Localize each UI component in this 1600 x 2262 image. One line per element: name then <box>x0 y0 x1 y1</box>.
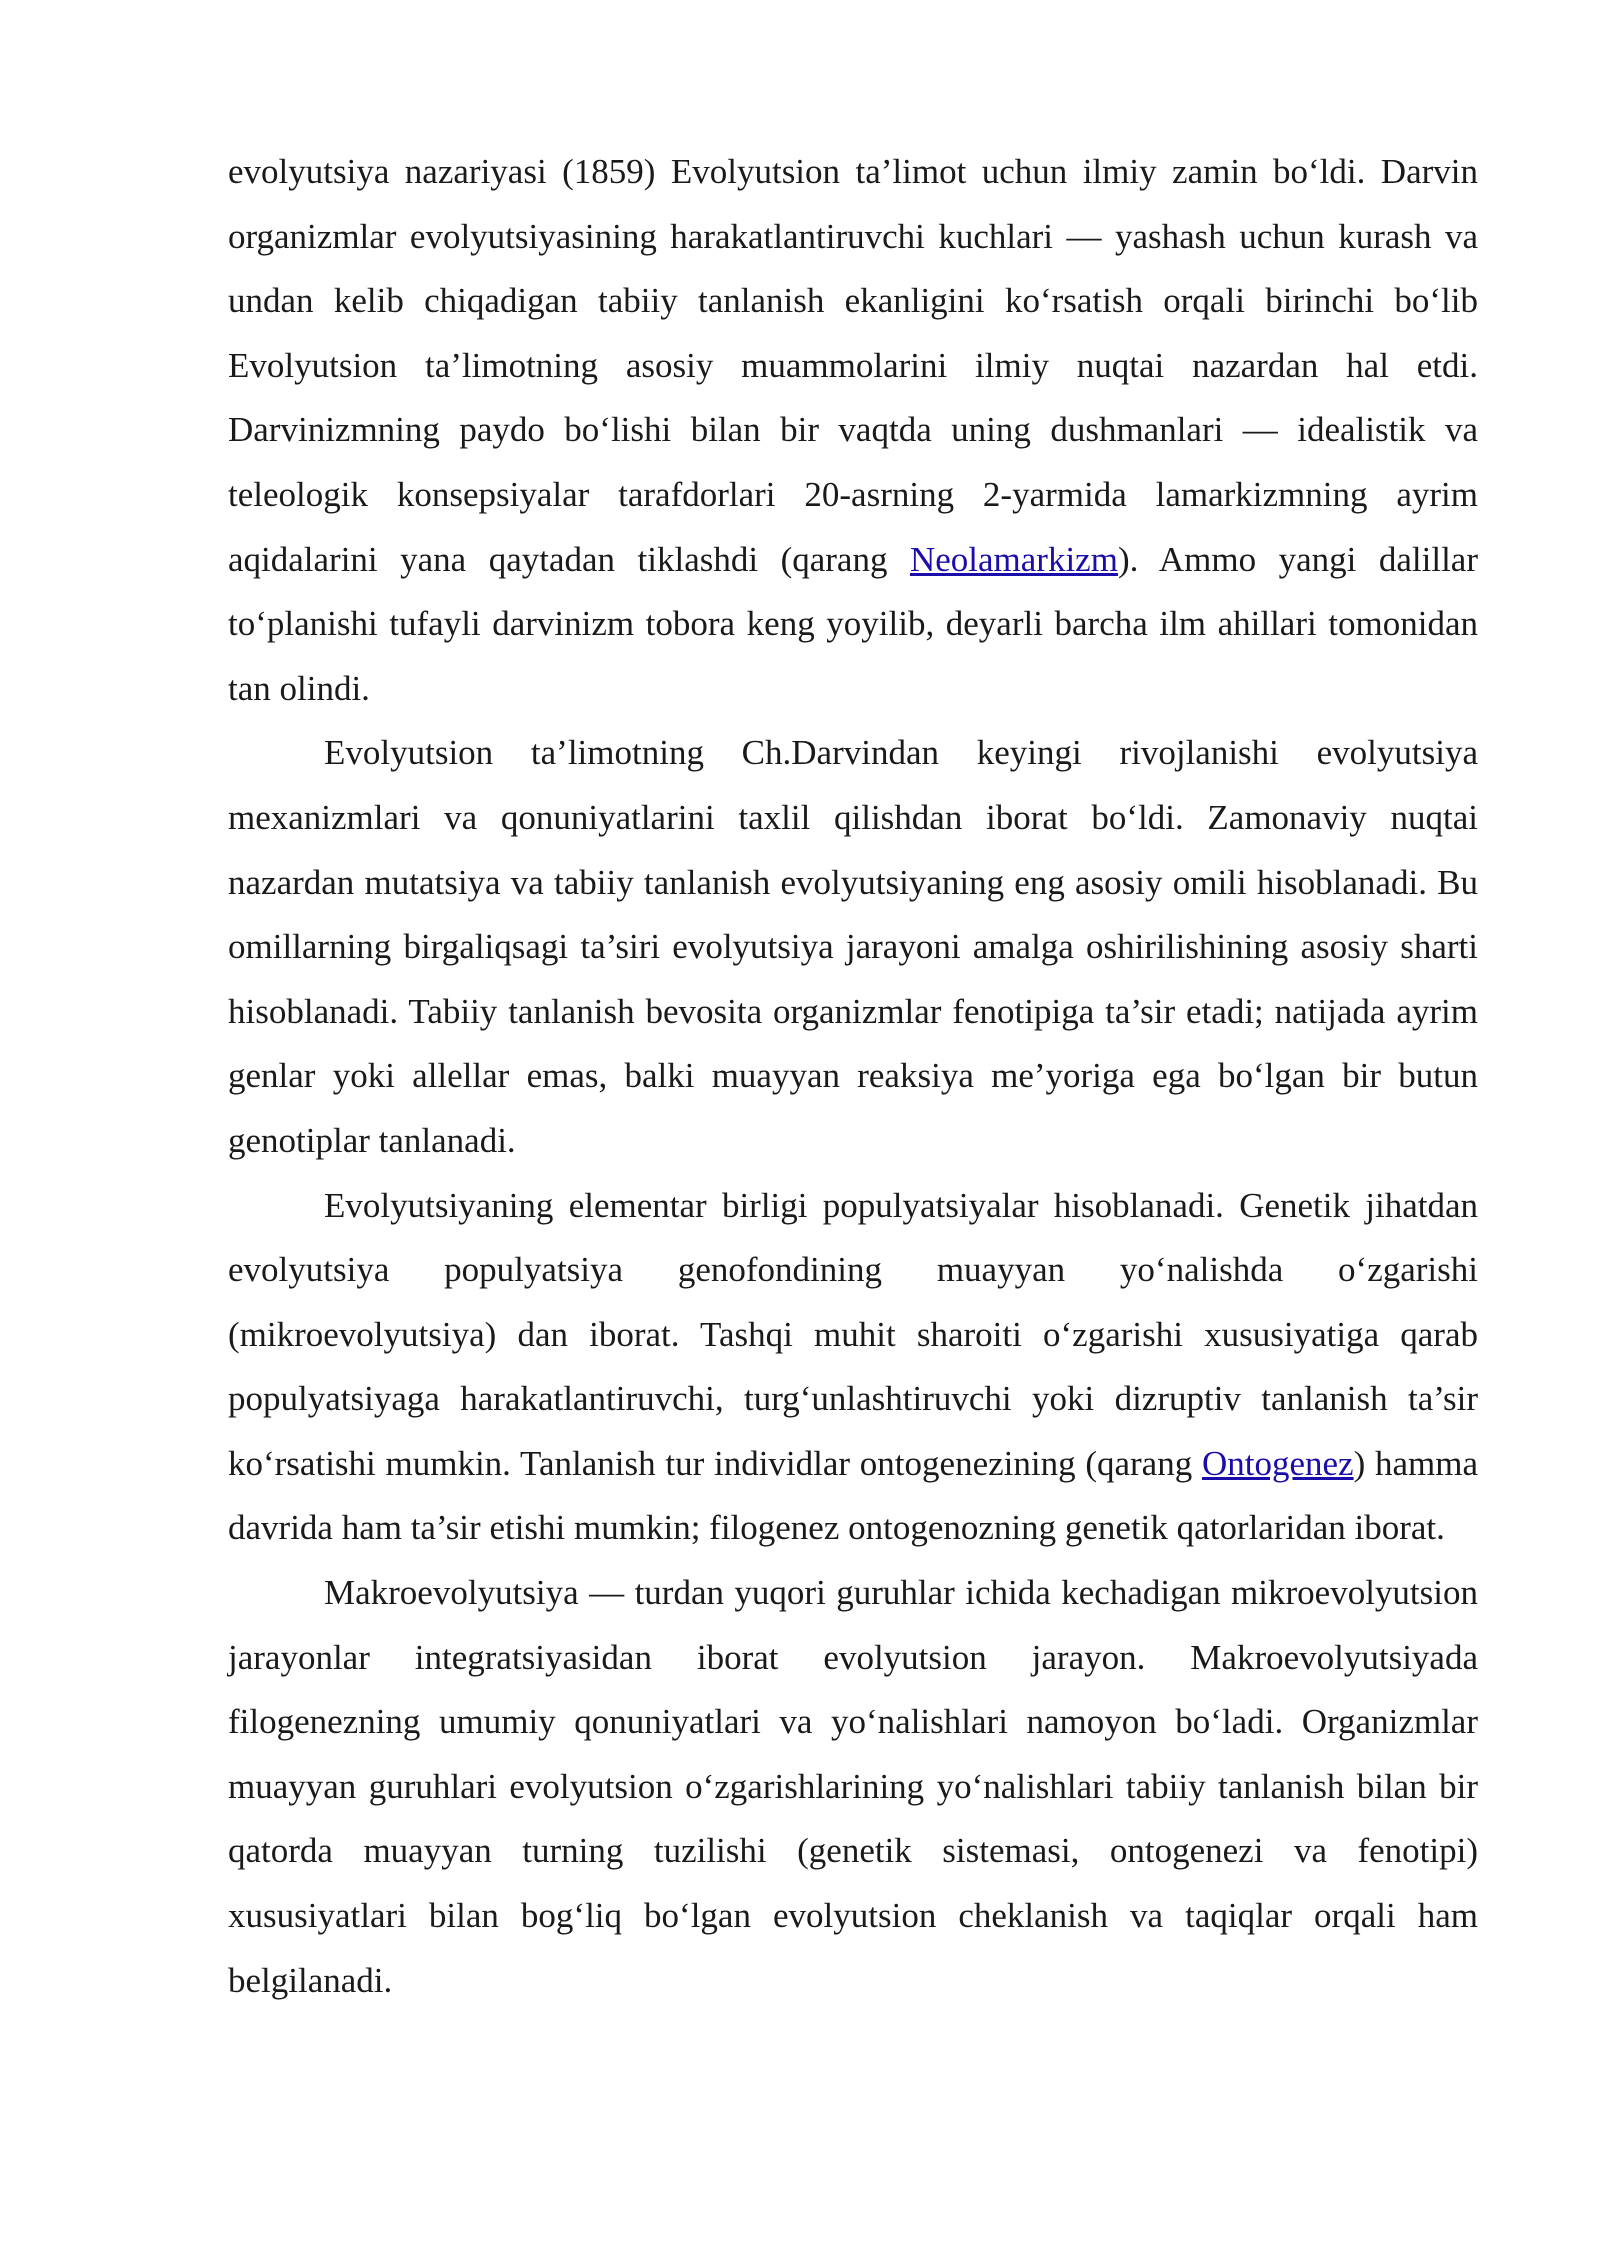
paragraph-4: Makroevolyutsiya — turdan yuqori guruhlar ichida kechadigan mikroevolyutsion jarayonlar integratsiyasidan iborat evolyutsion jarayon. Makroevolyutsiyada filogenezning umumiy qonuniyatlari va yo‘nalishlari namoyon bo‘ladi. Organizmlar muayyan guruhlari evolyutsion o‘zgarishlarining yo‘nalishlari tabiiy tanlanish bilan bir qatorda muayyan turning tuzilishi (genetik sistemasi, ontogenezi va fenotipi) xususiyatlari bilan bog‘liq bo‘lgan evolyutsion cheklanish va taqiqlar orqali ham belgilanadi. <box>228 1573 1478 2000</box>
paragraph-3-text-after-link: ) hamma davrida ham ta’sir etishi mumkin; filogenez ontogenozning genetik qatorlaridan iborat. <box>228 1443 1478 1548</box>
document-body <box>228 140 1478 2013</box>
paragraph-1-text-after-link: ). Ammo yangi dalillar to‘planishi tufayli darvinizm tobora keng yoyilib, deyarli barcha ilm ahillari tomonidan tan olindi. <box>228 539 1478 708</box>
paragraph-3-text-before-link: Evolyutsiyaning elementar birligi populyatsiyalar hisoblanadi. Genetik jihatdan evolyutsiya populyatsiya genofondining muayyan yo‘nalishda o‘zgarishi (mikroevolyutsiya) dan iborat. Tashqi muhit sharoiti o‘zgarishi xususiyatiga qarab populyatsiyaga harakatlantiruvchi, turg‘unlashtiruvchi yoki dizruptiv tanlanish ta’sir ko‘rsatishi mumkin. Tanlanish tur individlar ontogenezining (qarang <box>228 1185 1478 1483</box>
paragraph-2: Evolyutsion ta’limotning Ch.Darvindan keyingi rivojlanishi evolyutsiya mexanizmlari va qonuniyatlarini taxlil qilishdan iborat bo‘ldi. Zamonaviy nuqtai nazardan mutatsiya va tabiiy tanlanish evolyutsiyaning eng asosiy omili hisoblanadi. Bu omillarning birgaliqsagi ta’siri evolyutsiya jarayoni amalga oshirilishining asosiy sharti hisoblanadi. Tabiiy tanlanish bevosita organizmlar fenotipiga ta’sir etadi; natijada ayrim genlar yoki allellar emas, balki muayyan reaksiya me’yoriga ega bo‘lgan bir butun genotiplar tanlanadi. <box>228 733 1478 1160</box>
neolamarkizm-link[interactable]: Neolamarkizm <box>909 539 1118 579</box>
paragraph-3 <box>228 1174 1478 1562</box>
paragraph-1 <box>228 140 1478 721</box>
paragraph-1-text-before-link: evolyutsiya nazariyasi (1859) Evolyutsion ta’limot uchun ilmiy zamin bo‘ldi. Darvin organizmlar evolyutsiyasining harakatlantiruvchi kuchlari — yashash uchun kurash va undan kelib chiqadigan tabiiy tanlanish ekanligini ko‘rsatish orqali birinchi bo‘lib Evolyutsion ta’limotning asosiy muammolarini ilmiy nuqtai nazardan hal etdi. Darvinizmning paydo bo‘lishi bilan bir vaqtda uning dushmanlari — idealistik va teleologik konsepsiyalar tarafdorlari 20-asrning 2-yarmida lamarkizmning ayrim aqidalarini yana qaytadan tiklashdi (qarang <box>228 152 1478 579</box>
ontogenez-link[interactable]: Ontogenez <box>1201 1443 1354 1483</box>
